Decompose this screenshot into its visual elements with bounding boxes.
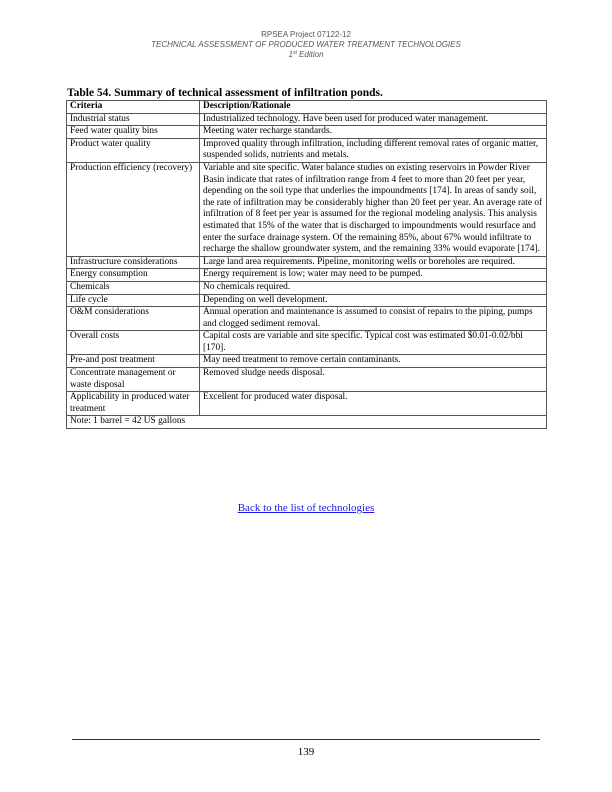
criteria-cell: Product water quality (67, 138, 200, 162)
back-to-technologies-link[interactable]: Back to the list of technologies (237, 502, 375, 514)
criteria-cell: Pre-and post treatment (67, 355, 200, 368)
description-cell: Annual operation and maintenance is assumed to consist of repairs to the piping, pumps and clogged sediment removal. (200, 307, 547, 331)
criteria-cell: Production efficiency (recovery) (67, 162, 200, 256)
table-row (67, 256, 547, 269)
page-number: 139 (297, 746, 315, 758)
description-cell: Capital costs are variable and site specific. Typical cost was estimated $0.01-0.02/bbl [170]. (200, 331, 547, 355)
table-row (67, 368, 547, 392)
header-edition (0, 50, 612, 60)
description-cell: Energy requirement is low; water may need to be pumped. (200, 269, 547, 282)
criteria-cell: Applicability in produced water treatment (67, 392, 200, 416)
table-row (67, 138, 547, 162)
description-cell: Improved quality through infiltration, including different removal rates of organic matter, suspended solids, nutrients and metals. (200, 138, 547, 162)
table-row (67, 162, 547, 256)
criteria-cell: Infrastructure considerations (67, 256, 200, 269)
description-cell: Excellent for produced water disposal. (200, 392, 547, 416)
criteria-cell: Overall costs (67, 331, 200, 355)
table-row (67, 355, 547, 368)
table-row (67, 281, 547, 294)
table-row (67, 392, 547, 416)
criteria-cell: Energy consumption (67, 269, 200, 282)
column-header-criteria: Criteria (67, 101, 200, 114)
column-header-description: Description/Rationale (200, 101, 547, 114)
table-note: Note: 1 barrel = 42 US gallons (67, 416, 547, 429)
criteria-cell: O&M considerations (67, 307, 200, 331)
description-cell: Depending on well development. (200, 294, 547, 307)
table-row (67, 307, 547, 331)
edition-number: 1 (288, 50, 293, 59)
table-caption: Table 54. Summary of technical assessment of infiltration ponds. (67, 87, 383, 99)
header-project: RPSEA Project 07122-12 (261, 30, 351, 39)
criteria-cell: Life cycle (67, 294, 200, 307)
description-cell: May need treatment to remove certain contaminants. (200, 355, 547, 368)
table-note-row (67, 416, 547, 429)
description-cell: Industrialized technology. Have been used for produced water management. (200, 113, 547, 126)
table-row (67, 269, 547, 282)
description-cell: Large land area requirements. Pipeline, monitoring wells or boreholes are required. (200, 256, 547, 269)
criteria-cell: Chemicals (67, 281, 200, 294)
criteria-cell: Concentrate management or waste disposal (67, 368, 200, 392)
description-cell: Variable and site specific. Water balance studies on existing reservoirs in Powder River Basin indicate that rates of infiltration range from 4 feet to more than 20 feet per year, depending on the soil type that underlies the impoundments [174]. In areas of sandy soil, the rate of infiltration may be considerably higher than 20 feet per year. An average rate of infiltration of 8 feet per year is assumed for the regional modeling analysis. This analysis estimated that 15% of the water that is discharged to impoundments would resurface and enter the surface drainage system. Of the remaining 85%, about 67% would infiltrate to recharge the shallow groundwater system, and the remaining 33% would evaporate [174]. (200, 162, 547, 256)
table-row (67, 113, 547, 126)
page-header (0, 30, 612, 60)
criteria-cell: Feed water quality bins (67, 126, 200, 139)
edition-superscript: st (292, 50, 297, 56)
description-cell: No chemicals required. (200, 281, 547, 294)
table-row (67, 294, 547, 307)
header-title: TECHNICAL ASSESSMENT OF PRODUCED WATER TREATMENT TECHNOLOGIES (151, 40, 461, 49)
criteria-cell: Industrial status (67, 113, 200, 126)
assessment-table (66, 100, 547, 429)
edition-word: Edition (296, 50, 324, 59)
description-cell: Meeting water recharge standards. (200, 126, 547, 139)
table-header-row (67, 101, 547, 114)
table-row (67, 331, 547, 355)
description-cell: Removed sludge needs disposal. (200, 368, 547, 392)
table-row (67, 126, 547, 139)
footer-divider (72, 739, 540, 740)
